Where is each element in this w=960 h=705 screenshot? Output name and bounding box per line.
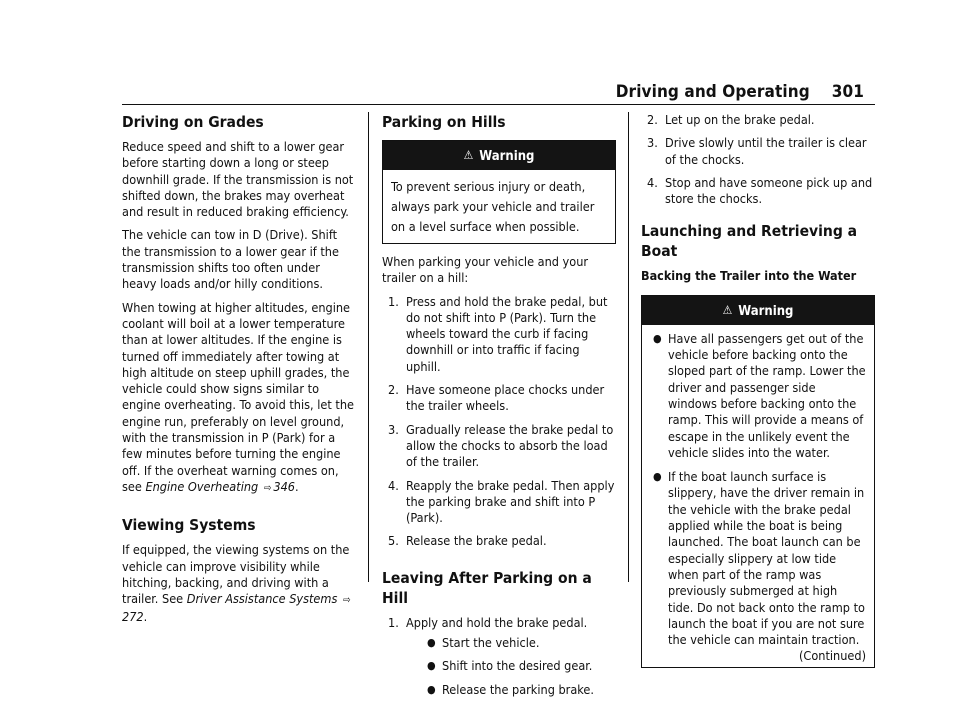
warning-header bbox=[383, 141, 615, 170]
warning-header bbox=[642, 296, 874, 325]
warning-text: To prevent serious injury or death, always park your vehicle and trailer on a level surface when possible. bbox=[391, 179, 595, 234]
step-text: Gradually release the brake pedal to allow the chocks to absorb the load of the trailer. bbox=[406, 421, 614, 470]
cross-reference-page[interactable]: 272 bbox=[122, 609, 144, 625]
heading-parking-on-hills: Parking on Hills bbox=[382, 113, 506, 131]
step-number: 2. bbox=[647, 112, 658, 127]
paragraph: When parking your vehicle and your trailer on a hill: bbox=[382, 254, 589, 286]
paragraph: Reduce speed and shift to a lower gear before starting down a long or steep downhill grade. If the transmission is not shifted down, the brakes may overheat and result in reduced braking efficiency. bbox=[122, 139, 354, 220]
paragraph-text: When towing at higher altitudes, engine coolant will boil at a lower temperature than at lower altitudes. If the engine is turned off immediately after towing at high altitude on steep uphill grades, the vehicle could show signs similar to engine overheating. To avoid this, let the engine run, preferably on level ground, with the transmission in P (Park) for a few minutes before turning the engine off. If the overheat warning comes on, see bbox=[122, 299, 354, 494]
column-divider bbox=[628, 112, 629, 582]
heading-launching-boat: Launching and Retrieving a Boat bbox=[641, 222, 858, 261]
heading-leaving-after-parking: Leaving After Parking on a Hill bbox=[382, 568, 592, 607]
step-number: 3. bbox=[647, 135, 658, 151]
paragraph: When towing at higher altitudes, engine coolant will boil at a lower temperature than at lower altitudes. If the engine is turned off immediately after towing at high altitude on steep uphill grades, the vehicle could show signs similar to engine overheating. To avoid this, let the engine run, preferably on level ground, with the transmission in P (Park) for a few minutes before turning the engine off. If the overheat warning comes on, see Engine Overheating ⇨ 346. bbox=[122, 300, 354, 498]
paragraph-text: If equipped, the viewing systems on the vehicle can improve visibility while hitching, backing, and driving with a trailer. See bbox=[122, 542, 350, 607]
heading-driving-on-grades: Driving on Grades bbox=[122, 113, 264, 131]
list-item bbox=[388, 533, 616, 549]
list-item bbox=[388, 615, 616, 698]
list-item bbox=[388, 382, 616, 415]
step-text: Apply and hold the brake pedal. bbox=[406, 614, 588, 630]
bullet-icon: ● bbox=[427, 659, 436, 673]
numbered-list bbox=[382, 294, 616, 550]
warning-icon: ⚠ bbox=[722, 302, 733, 317]
cross-reference-link[interactable]: Driver Assistance Systems bbox=[186, 591, 338, 607]
section-title: Driving and Operating bbox=[615, 82, 810, 102]
step-number: 1. bbox=[388, 614, 399, 630]
list-item bbox=[647, 112, 875, 128]
page-number: 301 bbox=[831, 82, 864, 102]
bullet-item bbox=[424, 682, 616, 698]
warning-box bbox=[382, 140, 616, 244]
paragraph: If equipped, the viewing systems on the vehicle can improve visibility while hitching, backing, and driving with a trailer. See Driver Assistance Systems ⇨272. bbox=[122, 542, 351, 625]
cross-reference-link[interactable]: Engine Overheating bbox=[145, 478, 259, 494]
column-middle bbox=[382, 112, 616, 705]
list-item bbox=[647, 135, 875, 168]
warning-box bbox=[641, 295, 875, 668]
step-number: 3. bbox=[388, 421, 399, 437]
step-number: 5. bbox=[388, 533, 399, 549]
step-text: Press and hold the brake pedal, but do not shift into P (Park). Turn the wheels toward the curb if facing downhill or into traffic if facing uphill. bbox=[406, 293, 608, 374]
step-text: Drive slowly until the trailer is clear of the chocks. bbox=[665, 135, 867, 167]
bullet-list bbox=[406, 635, 616, 698]
step-number: 4. bbox=[388, 477, 399, 493]
step-text: Stop and have someone pick up and store the chocks. bbox=[665, 174, 873, 207]
heading-viewing-systems: Viewing Systems bbox=[122, 516, 256, 535]
bullet-text: Have all passengers get out of the vehicle before backing onto the sloped part of the ramp. Lower the driver and passenger side windows before backing onto the ramp. This will provide a means of escape in the unlikely event the vehicle slides into the water. bbox=[668, 330, 866, 460]
list-item bbox=[647, 175, 875, 208]
step-number: 1. bbox=[388, 293, 399, 309]
column-left bbox=[122, 112, 354, 633]
bullet-icon: ● bbox=[427, 636, 436, 650]
bullet-icon: ● bbox=[653, 331, 662, 345]
step-text: Let up on the brake pedal. bbox=[665, 112, 815, 127]
bullet-text: If the boat launch surface is slippery, have the driver remain in the vehicle with the brake pedal applied while the boat is being launched. The boat launch can be especially slippery at low tide when part of the ramp was previously submerged at high tide. Do not back onto the ramp to launch the boat if you are not sure the vehicle can maintain traction. bbox=[668, 469, 865, 648]
step-text: Have someone place chocks under the trailer wheels. bbox=[406, 382, 605, 414]
bullet-text: Start the vehicle. bbox=[442, 635, 540, 651]
page-reference-icon: ⇨ bbox=[263, 482, 272, 494]
warning-label: Warning bbox=[738, 303, 794, 319]
step-text: Reapply the brake pedal. Then apply the parking brake and shift into P (Park). bbox=[406, 477, 615, 526]
bullet-item bbox=[424, 635, 616, 651]
bullet-icon: ● bbox=[427, 682, 436, 696]
bullet-text: Shift into the desired gear. bbox=[442, 658, 593, 674]
list-item bbox=[388, 478, 616, 527]
warning-body bbox=[383, 170, 615, 243]
warning-label: Warning bbox=[479, 149, 535, 164]
bullet-icon: ● bbox=[653, 470, 662, 484]
step-text: Release the brake pedal. bbox=[406, 533, 547, 549]
warning-icon: ⚠ bbox=[463, 148, 474, 162]
page-header bbox=[0, 0, 960, 110]
list-item bbox=[388, 294, 616, 375]
page-reference-icon: ⇨ bbox=[342, 595, 351, 607]
cross-reference-page[interactable]: 346 bbox=[273, 478, 295, 494]
step-number: 2. bbox=[388, 382, 399, 398]
bullet-item bbox=[424, 658, 616, 674]
bullet-item bbox=[650, 469, 866, 648]
numbered-list bbox=[382, 615, 616, 698]
continued-label: (Continued) bbox=[799, 648, 866, 664]
numbered-list bbox=[641, 112, 875, 207]
bullet-item bbox=[650, 331, 866, 461]
column-right bbox=[641, 112, 875, 678]
paragraph: The vehicle can tow in D (Drive). Shift the transmission to a lower gear if the transmission shifts too often under heavy loads and/or hilly conditions. bbox=[122, 227, 339, 292]
step-number: 4. bbox=[647, 174, 658, 190]
subheading-backing-trailer: Backing the Trailer into the Water bbox=[641, 268, 857, 284]
header-rule bbox=[122, 104, 875, 105]
warning-body bbox=[642, 325, 874, 667]
running-head bbox=[616, 82, 864, 102]
column-divider bbox=[368, 112, 369, 582]
list-item bbox=[388, 422, 616, 471]
bullet-text: Release the parking brake. bbox=[442, 681, 594, 697]
